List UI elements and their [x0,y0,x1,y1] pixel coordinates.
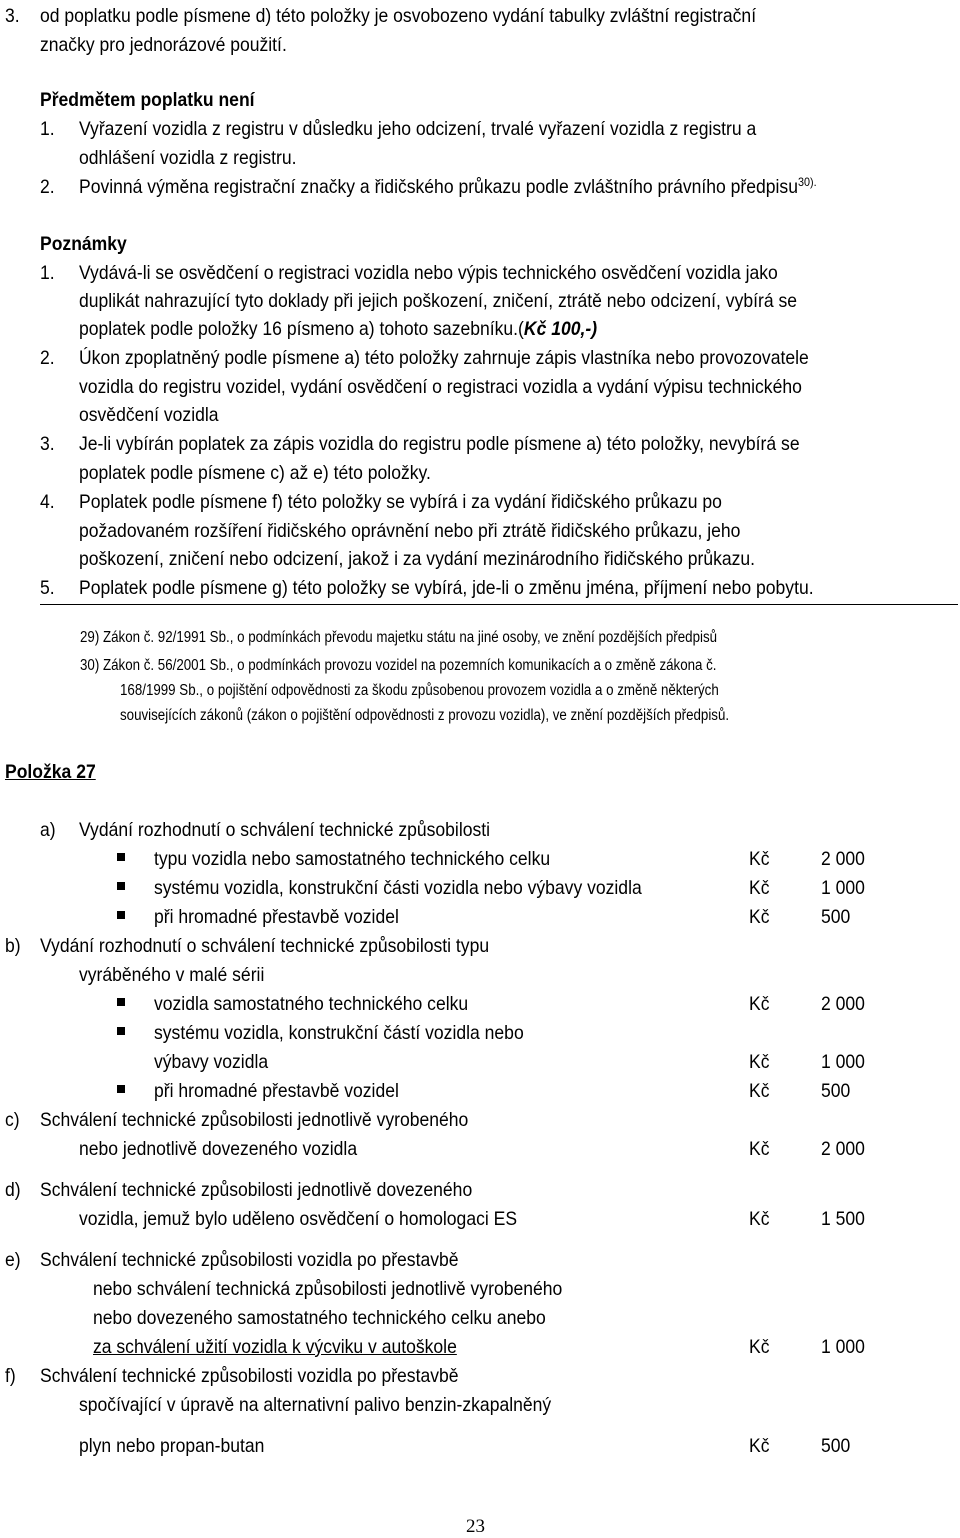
bullet-icon [117,1085,125,1093]
note-text: poplatek podle položky 16 písmeno a) tohoto sazebníku.( [79,318,524,340]
paragraph-line: značky pro jednorázové použití. [40,34,287,56]
currency-label: Kč [749,1051,770,1073]
paragraph-line: vozidla do registru vozidel, vydání osvědčení o registraci vozidla a vydání výpisu technického [79,376,802,398]
paragraph-line: duplikát nahrazující tyto doklady při jejich poškození, zničení, ztrátě nebo odcizení, vybírá se [79,290,798,312]
item-text: spočívající v úpravě na alternativní palivo benzin-zkapalněný [79,1394,552,1416]
item-text: nebo jednotlivě dovezeného vozidla [79,1138,358,1160]
footnote-30: 30) Zákon č. 56/2001 Sb., o podmínkách provozu vozidel na pozemních komunikacích a o změně zákona č. [80,657,717,674]
list-number: 4. [40,491,55,513]
paragraph-line: od poplatku podle písmene d) této položky je osvobozeno vydání tabulky zvláštní registrační [40,5,757,27]
item-text: nebo schválení technická způsobilosti jednotlivě vyrobeného [93,1278,563,1300]
fee-amount: 2 000 [821,1138,865,1160]
item-text: plyn nebo propan-butan [79,1435,265,1457]
item-label: f) [5,1365,16,1387]
item-label: e) [5,1249,21,1271]
currency-label: Kč [749,1138,770,1160]
item-text: vyráběného v malé sérii [79,964,265,986]
paragraph-line [79,175,817,201]
fee-item-text: typu vozidla nebo samostatného technického celku [154,848,551,870]
footnote-30-cont: souvisejících zákonů (zákon o pojištění odpovědnosti z provozu vozidla), ve znění pozdějších předpisů. [120,707,730,724]
item-text: Povinná výměna registrační značky a řidičského průkazu podle zvláštního právního předpisu [79,176,798,198]
currency-label: Kč [749,906,770,928]
paragraph-line: Poplatek podle písmene f) této položky se vybírá i za vydání řidičského průkazu po [79,491,722,513]
list-number: 5. [40,577,55,599]
item-text: Schválení technické způsobilosti vozidla po přestavbě [40,1365,459,1387]
footnote-ref: 30). [797,175,817,189]
item-label: d) [5,1179,21,1201]
fee-item-text: při hromadné přestavbě vozidel [154,1080,399,1102]
paragraph-line: Úkon zpoplatněný podle písmene a) této položky zahrnuje zápis vlastníka nebo provozovatele [79,347,809,369]
fee-amount: 1 000 [821,877,865,899]
fee-amount: 1 000 [821,1336,865,1358]
item-text: vozidla, jemuž bylo uděleno osvědčení o homologaci ES [79,1208,518,1230]
fee-amount: 1 500 [821,1208,865,1230]
item-label: b) [5,935,21,957]
fee-amount: 2 000 [821,848,865,870]
item-text: Schválení technické způsobilosti jednotlivě dovezeného [40,1179,473,1201]
fee-amount: 1 000 [821,1051,865,1073]
paragraph-line [79,317,597,341]
fee-item-text: vozidla samostatného technického celku [154,993,469,1015]
list-number: 3. [40,433,55,455]
footnote-29: 29) Zákon č. 92/1991 Sb., o podmínkách převodu majetku státu na jiné osoby, ve znění pozdějších předpisů [80,629,718,646]
paragraph-line: poplatek podle písmene c) až e) této položky. [79,462,431,484]
bullet-icon [117,998,125,1006]
paragraph-line: Vyřazení vozidla z registru v důsledku jeho odcizení, trvalé vyřazení vozidla z registru a [79,118,757,140]
fee-item-text: výbavy vozidla [154,1051,269,1073]
item-text: za schválení užití vozidla k výcviku v autoškole [93,1336,457,1358]
footnote-30-cont: 168/1999 Sb., o pojištění odpovědnosti za škodu způsobenou provozem vozidla a o změně některých [120,682,719,699]
bullet-icon [117,1027,125,1035]
footnote-separator [40,604,958,605]
fee-amount: Kč 100,-) [523,318,598,340]
currency-label: Kč [749,848,770,870]
currency-label: Kč [749,877,770,899]
section-heading: Poznámky [40,233,127,255]
fee-amount: 2 000 [821,993,865,1015]
currency-label: Kč [749,1208,770,1230]
item-label: c) [5,1109,20,1131]
fee-amount: 500 [821,1435,851,1457]
item-text: Vydání rozhodnutí o schválení technické způsobilosti typu [40,935,490,957]
fee-amount: 500 [821,1080,851,1102]
item-text: nebo dovezeného samostatného technického celku anebo [93,1307,546,1329]
paragraph-line: poškození, zničení nebo odcizení, jakož i za vydání mezinárodního řidičského průkazu. [79,548,756,570]
currency-label: Kč [749,1435,770,1457]
paragraph-line: osvědčení vozidla [79,404,219,426]
bullet-icon [117,853,125,861]
item-label: a) [40,819,56,841]
section-heading: Předmětem poplatku není [40,89,255,111]
list-number: 2. [40,347,55,369]
item-text: Vydání rozhodnutí o schválení technické způsobilosti [79,819,491,841]
item-text: Schválení technické způsobilosti jednotlivě vyrobeného [40,1109,469,1131]
paragraph-line: požadovaném rozšíření řidičského oprávnění nebo při ztrátě řidičského průkazu, jeho [79,520,741,542]
page-number: 23 [466,1516,485,1537]
fee-item-text: systému vozidla, konstrukční části vozidla nebo výbavy vozidla [154,877,642,899]
item-text: Schválení technické způsobilosti vozidla po přestavbě [40,1249,459,1271]
currency-label: Kč [749,1336,770,1358]
paragraph-line: odhlášení vozidla z registru. [79,147,297,169]
bullet-icon [117,882,125,890]
paragraph-line: Poplatek podle písmene g) této položky se vybírá, jde-li o změnu jména, příjmení nebo pobytu. [79,577,814,599]
bullet-icon [117,911,125,919]
fee-item-text: při hromadné přestavbě vozidel [154,906,399,928]
paragraph-line: Vydává-li se osvědčení o registraci vozidla nebo výpis technického osvědčení vozidla jako [79,262,778,284]
fee-amount: 500 [821,906,851,928]
currency-label: Kč [749,1080,770,1102]
list-number: 3. [5,5,20,27]
list-number: 2. [40,176,55,198]
currency-label: Kč [749,993,770,1015]
list-number: 1. [40,262,55,284]
paragraph-line: Je-li vybírán poplatek za zápis vozidla do registru podle písmene a) této položky, nevybírá se [79,433,800,455]
item-heading: Položka 27 [5,761,96,783]
fee-item-text: systému vozidla, konstrukční částí vozidla nebo [154,1022,524,1044]
list-number: 1. [40,118,55,140]
